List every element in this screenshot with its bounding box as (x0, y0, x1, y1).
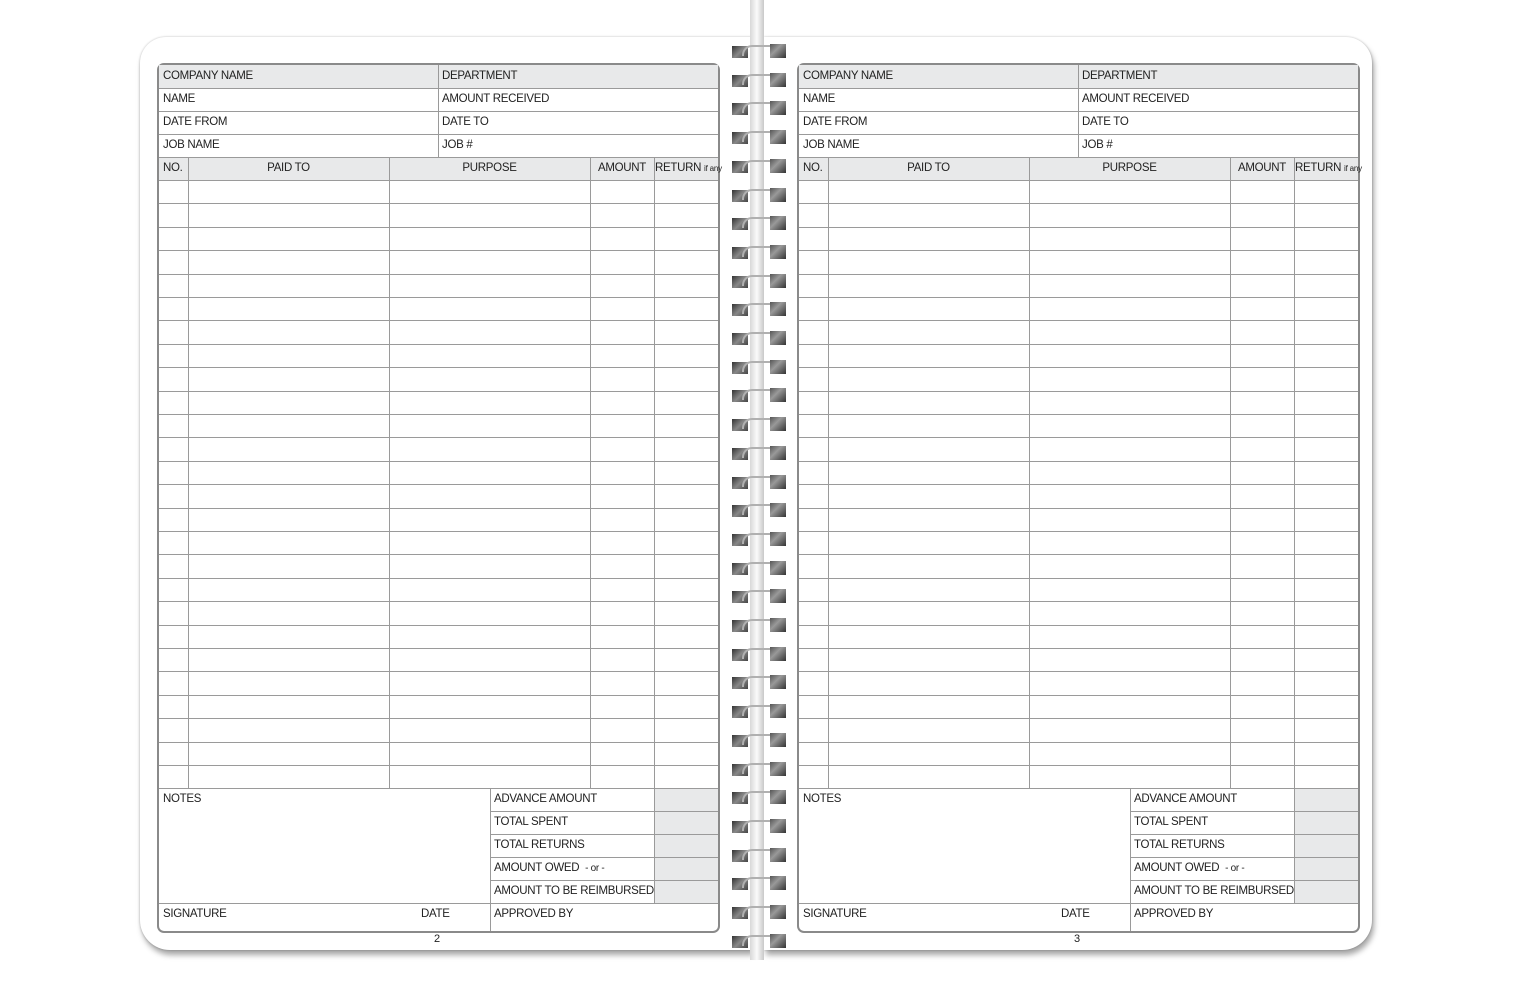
company-name-field: COMPANY NAME (163, 70, 253, 82)
spiral-coil (728, 934, 790, 950)
table-row[interactable] (159, 671, 718, 672)
table-row[interactable] (799, 648, 1358, 649)
spiral-coil (728, 417, 790, 433)
table-row[interactable] (159, 203, 718, 204)
column-header-amount: AMOUNT (1237, 162, 1287, 174)
spiral-coil (728, 159, 790, 175)
table-row[interactable] (159, 625, 718, 626)
table-row[interactable] (159, 601, 718, 602)
column-header-return (654, 157, 722, 180)
or-label: - or - (1225, 863, 1245, 875)
job-number-field: JOB # (442, 139, 473, 151)
table-row[interactable] (799, 742, 1358, 743)
table-row[interactable] (159, 250, 718, 251)
spiral-coil (728, 819, 790, 835)
table-row[interactable] (799, 203, 1358, 204)
table-row[interactable] (799, 461, 1358, 462)
table-row[interactable] (799, 554, 1358, 555)
table-row[interactable] (159, 648, 718, 649)
date-field: DATE (421, 908, 450, 921)
date-from-field: DATE FROM (163, 116, 228, 128)
table-row[interactable] (159, 344, 718, 345)
table-row[interactable] (159, 367, 718, 368)
table-row[interactable] (799, 601, 1358, 602)
table-row[interactable] (159, 437, 718, 438)
amount-received-field: AMOUNT RECEIVED (442, 93, 550, 105)
department-field: DEPARTMENT (442, 70, 518, 82)
summary-reimbursed: AMOUNT TO BE REIMBURSED (1134, 885, 1294, 898)
table-row[interactable] (799, 297, 1358, 298)
table-row[interactable] (799, 765, 1358, 766)
approved-by-field: APPROVED BY (1134, 908, 1214, 921)
column-header-purpose: PURPOSE (462, 162, 517, 174)
spiral-coil (728, 130, 790, 146)
summary-advance-amount: ADVANCE AMOUNT (1134, 793, 1237, 806)
table-row[interactable] (159, 414, 718, 415)
expense-form-page-3 (797, 63, 1360, 933)
spiral-coil (728, 216, 790, 232)
job-number-field: JOB # (1082, 139, 1113, 151)
spiral-coil (728, 446, 790, 462)
table-row[interactable] (799, 508, 1358, 509)
company-name-field: COMPANY NAME (803, 70, 893, 82)
spiral-coil (728, 475, 790, 491)
spiral-coil (728, 762, 790, 778)
signature-field: SIGNATURE (163, 908, 227, 921)
table-row[interactable] (799, 344, 1358, 345)
table-row[interactable] (799, 391, 1358, 392)
table-row[interactable] (799, 484, 1358, 485)
return-label: RETURN (655, 162, 702, 174)
spiral-coil (728, 876, 790, 892)
summary-total-returns: TOTAL RETURNS (494, 839, 585, 852)
table-row[interactable] (159, 461, 718, 462)
notes-field: NOTES (803, 793, 842, 806)
summary-value-cells[interactable] (1294, 788, 1358, 903)
column-header-no: NO. (803, 162, 823, 174)
spiral-coil (728, 647, 790, 663)
spiral-coil (728, 101, 790, 117)
name-field: NAME (163, 93, 196, 105)
table-row[interactable] (159, 765, 718, 766)
spiral-coil (728, 848, 790, 864)
signature-field: SIGNATURE (803, 908, 867, 921)
notes-field: NOTES (163, 793, 202, 806)
table-row[interactable] (799, 695, 1358, 696)
or-label: - or - (585, 863, 605, 875)
date-from-field: DATE FROM (803, 116, 868, 128)
amount-received-field: AMOUNT RECEIVED (1082, 93, 1190, 105)
job-name-field: JOB NAME (163, 139, 220, 151)
summary-reimbursed: AMOUNT TO BE REIMBURSED (494, 885, 654, 898)
page-number: 3 (1073, 933, 1081, 945)
spiral-coil (728, 589, 790, 605)
spiral-coil (728, 44, 790, 60)
table-row[interactable] (799, 367, 1358, 368)
spiral-coil (728, 188, 790, 204)
spiral-coil (728, 388, 790, 404)
table-row[interactable] (159, 695, 718, 696)
table-row[interactable] (799, 414, 1358, 415)
table-row[interactable] (799, 250, 1358, 251)
spiral-coil (728, 561, 790, 577)
summary-value-cells[interactable] (654, 788, 718, 903)
table-row[interactable] (799, 227, 1358, 228)
amount-owed-label: AMOUNT OWED (494, 862, 580, 875)
table-row[interactable] (159, 554, 718, 555)
table-row[interactable] (159, 531, 718, 532)
spiral-coil (728, 704, 790, 720)
column-header-amount: AMOUNT (597, 162, 647, 174)
page-number: 2 (433, 933, 441, 945)
summary-advance-amount: ADVANCE AMOUNT (494, 793, 597, 806)
table-row[interactable] (159, 578, 718, 579)
return-note: if any (1344, 164, 1362, 173)
date-to-field: DATE TO (442, 116, 489, 128)
summary-amount-owed (1130, 857, 1294, 880)
table-row[interactable] (159, 297, 718, 298)
table-row[interactable] (799, 531, 1358, 532)
spiral-coil (728, 503, 790, 519)
table-row[interactable] (159, 274, 718, 275)
summary-total-spent: TOTAL SPENT (494, 816, 568, 829)
table-row[interactable] (799, 320, 1358, 321)
department-field: DEPARTMENT (1082, 70, 1158, 82)
spiral-coil (728, 360, 790, 376)
table-row[interactable] (799, 671, 1358, 672)
spiral-coil (728, 245, 790, 261)
table-row[interactable] (799, 718, 1358, 719)
column-header-no: NO. (163, 162, 183, 174)
table-row[interactable] (159, 227, 718, 228)
column-header-paid-to: PAID TO (267, 162, 310, 174)
expense-form-page-2 (157, 63, 720, 933)
spiral-coil (728, 73, 790, 89)
spiral-coil (728, 302, 790, 318)
table-row[interactable] (799, 437, 1358, 438)
column-header-purpose: PURPOSE (1102, 162, 1157, 174)
table-row[interactable] (799, 625, 1358, 626)
name-field: NAME (803, 93, 836, 105)
table-row[interactable] (159, 742, 718, 743)
spiral-coil (728, 618, 790, 634)
column-header-paid-to: PAID TO (907, 162, 950, 174)
date-field: DATE (1061, 908, 1090, 921)
summary-total-spent: TOTAL SPENT (1134, 816, 1208, 829)
spiral-coil (728, 790, 790, 806)
amount-owed-label: AMOUNT OWED (1134, 862, 1220, 875)
spiral-coil (728, 532, 790, 548)
column-header-return (1294, 157, 1362, 180)
table-row[interactable] (159, 718, 718, 719)
spiral-coil (728, 331, 790, 347)
table-row[interactable] (799, 274, 1358, 275)
table-row[interactable] (159, 484, 718, 485)
table-row[interactable] (159, 391, 718, 392)
return-label: RETURN (1295, 162, 1342, 174)
table-row[interactable] (159, 508, 718, 509)
return-note: if any (704, 164, 722, 173)
spiral-coil (728, 274, 790, 290)
job-name-field: JOB NAME (803, 139, 860, 151)
table-row[interactable] (159, 320, 718, 321)
table-row[interactable] (799, 578, 1358, 579)
summary-amount-owed (490, 857, 654, 880)
spiral-coil (728, 733, 790, 749)
summary-total-returns: TOTAL RETURNS (1134, 839, 1225, 852)
date-to-field: DATE TO (1082, 116, 1129, 128)
spiral-coil (728, 675, 790, 691)
approved-by-field: APPROVED BY (494, 908, 574, 921)
spiral-binding (728, 40, 790, 950)
spiral-coil (728, 905, 790, 921)
